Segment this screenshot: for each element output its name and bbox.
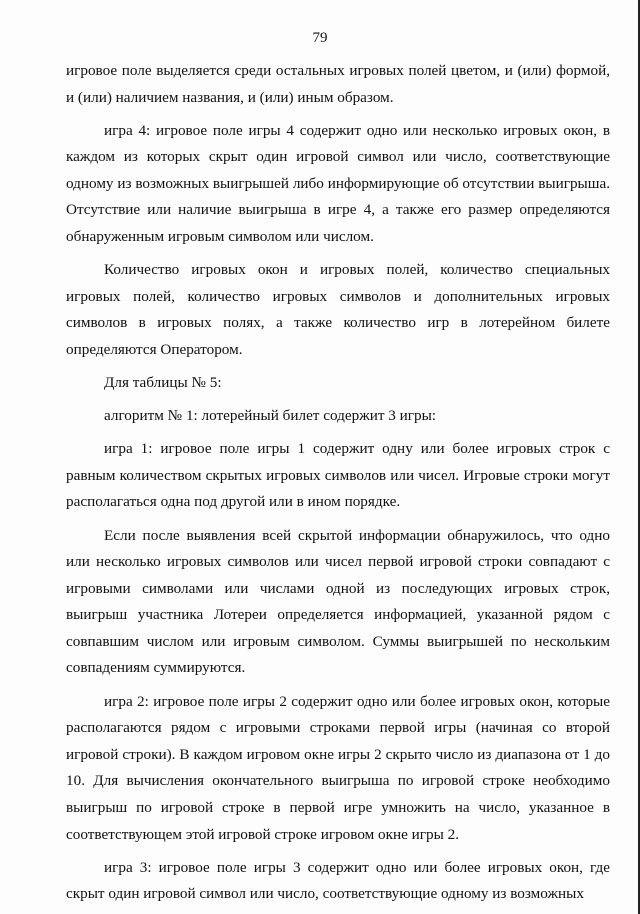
paragraph-game-4: игра 4: игровое поле игры 4 содержит одно или несколько игровых окон, в каждом из которых скрыт один игровой символ или число, соответствующие одному из возможных выигрышей либо информирующие об отсутствии выигрыша. Отсутствие или наличие выигрыша в игре 4, а также его размер определяются обнаруженным игровым символом или числом. — [66, 121, 610, 246]
paragraph-matching-rule: Если после выявления всей скрытой информации обнаружилось, что одно или несколько игровых символов или чисел первой игровой строки совпадают с игровыми символами или числами одной из последующих игровых строк, выигрыш участника Лотереи определяется информацией, указанной рядом с совпавшим числом или игровым символом. Суммы выигрышей по нескольким совпадениям суммируются. — [66, 526, 610, 677]
paragraph-game-2: игра 2: игровое поле игры 2 содержит одно или более игровых окон, которые располагаются рядом с игровыми строками первой игры (начиная со второй игровой строки). В каждом игровом окне игры 2 скрыто число из диапазона от 1 до 10. Для вычисления окончательного выигрыша по игровой строке необходимо выигрыш по игровой строке в первой игре умножить на число, указанное в соответствующем этой игровой строке игровом окне игры 2. — [66, 692, 610, 843]
paragraph-table-5: Для таблицы № 5: — [104, 374, 222, 392]
document-body — [66, 58, 610, 914]
paragraph-game-1: игра 1: игровое поле игры 1 содержит одну или более игровых строк с равным количеством скрытых игровых символов или чисел. Игровые строки могут располагаться одна под другой или в ином порядке. — [66, 440, 610, 511]
paragraph-algorithm-1: алгоритм № 1: лотерейный билет содержит 3 игры: — [104, 407, 437, 425]
paragraph-game-3: игра 3: игровое поле игры 3 содержит одно или более игровых окон, где скрыт один игровой символ или число, соответствующие одному из возможных — [66, 858, 610, 903]
paragraph-continuation: игровое поле выделяется среди остальных игровых полей цветом, и (или) формой, и (или) наличием названия, и (или) иным образом. — [66, 62, 610, 106]
page-number: 79 — [312, 30, 328, 46]
paragraph-quantities: Количество игровых окон и игровых полей, количество специальных игровых полей, количество игровых символов и дополнительных игровых символов в игровых полях, а также количество игр в лотерейном билете определяются Оператором. — [66, 261, 610, 358]
